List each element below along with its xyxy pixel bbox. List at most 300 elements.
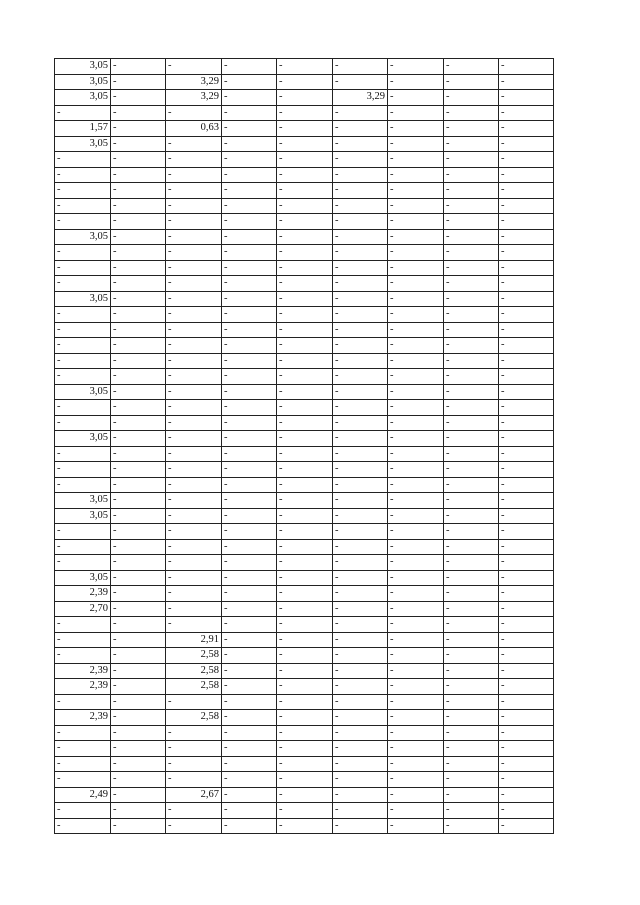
table-cell: - <box>222 121 277 137</box>
table-cell: - <box>333 136 388 152</box>
table-cell: - <box>166 152 222 168</box>
table-cell: - <box>222 214 277 230</box>
table-cell: - <box>166 59 222 75</box>
table-cell: - <box>166 338 222 354</box>
table-cell: - <box>333 586 388 602</box>
table-cell: - <box>333 524 388 540</box>
table-cell: - <box>277 74 333 90</box>
table-row <box>55 539 554 555</box>
table-cell: 0,63 <box>166 121 222 137</box>
table-cell: - <box>499 384 554 400</box>
table-cell: - <box>499 167 554 183</box>
table-cell: - <box>166 586 222 602</box>
table-cell: - <box>277 663 333 679</box>
table-cell: - <box>444 229 499 245</box>
table-cell: - <box>499 400 554 416</box>
table-cell: - <box>166 477 222 493</box>
table-cell: - <box>333 462 388 478</box>
table-cell: - <box>277 555 333 571</box>
table-row <box>55 632 554 648</box>
table-cell: - <box>111 446 166 462</box>
table-cell: - <box>111 369 166 385</box>
table-cell: - <box>333 214 388 230</box>
table-row <box>55 555 554 571</box>
table-cell: - <box>277 725 333 741</box>
table-cell: 2,39 <box>55 663 111 679</box>
table-cell: - <box>444 214 499 230</box>
table-cell: - <box>499 198 554 214</box>
table-cell: - <box>166 803 222 819</box>
table-cell: - <box>111 353 166 369</box>
table-cell: - <box>222 136 277 152</box>
table-cell: - <box>444 384 499 400</box>
table-cell: - <box>222 741 277 757</box>
table-cell: - <box>444 322 499 338</box>
table-cell: - <box>499 570 554 586</box>
table-cell: - <box>277 214 333 230</box>
table-row <box>55 229 554 245</box>
table-cell: - <box>444 59 499 75</box>
table-row <box>55 90 554 106</box>
table-row <box>55 136 554 152</box>
table-row <box>55 183 554 199</box>
table-cell: - <box>277 183 333 199</box>
table-cell: - <box>55 105 111 121</box>
table-row <box>55 260 554 276</box>
table-cell: - <box>333 818 388 834</box>
table-cell: - <box>499 493 554 509</box>
table-cell: - <box>111 260 166 276</box>
table-cell: - <box>444 741 499 757</box>
table-cell: - <box>222 167 277 183</box>
table-cell: 3,05 <box>55 59 111 75</box>
table-cell: - <box>166 555 222 571</box>
table-cell: - <box>388 524 444 540</box>
table-cell: - <box>111 586 166 602</box>
table-cell: - <box>166 539 222 555</box>
table-cell: - <box>222 446 277 462</box>
table-row <box>55 617 554 633</box>
table-cell: - <box>277 586 333 602</box>
table-row <box>55 105 554 121</box>
table-cell: - <box>111 121 166 137</box>
table-cell: - <box>55 648 111 664</box>
table-row <box>55 477 554 493</box>
table-row <box>55 508 554 524</box>
table-cell: - <box>388 105 444 121</box>
table-row <box>55 694 554 710</box>
table-cell: - <box>388 741 444 757</box>
table-cell: - <box>333 710 388 726</box>
table-cell: - <box>277 276 333 292</box>
table-cell: - <box>111 725 166 741</box>
table-cell: - <box>444 446 499 462</box>
table-cell: - <box>222 477 277 493</box>
table-cell: - <box>222 803 277 819</box>
table-row <box>55 446 554 462</box>
table-cell: - <box>277 400 333 416</box>
table-cell: - <box>166 214 222 230</box>
table-cell: - <box>277 121 333 137</box>
table-row <box>55 59 554 75</box>
table-cell: - <box>388 632 444 648</box>
table-cell: - <box>166 260 222 276</box>
table-cell: - <box>333 679 388 695</box>
table-cell: 2,58 <box>166 663 222 679</box>
table-cell: - <box>499 524 554 540</box>
table-cell: - <box>277 136 333 152</box>
table-cell: - <box>222 400 277 416</box>
table-cell: - <box>166 183 222 199</box>
table-cell: - <box>277 477 333 493</box>
table-cell: - <box>388 710 444 726</box>
table-row <box>55 121 554 137</box>
table-cell: - <box>55 803 111 819</box>
table-cell: - <box>388 787 444 803</box>
table-cell: - <box>111 152 166 168</box>
table-cell: - <box>499 369 554 385</box>
table-cell: - <box>166 245 222 261</box>
table-cell: - <box>55 632 111 648</box>
table-cell: - <box>388 772 444 788</box>
table-row <box>55 74 554 90</box>
table-cell: - <box>388 756 444 772</box>
table-cell: 3,05 <box>55 570 111 586</box>
table-cell: - <box>166 167 222 183</box>
table-cell: - <box>111 307 166 323</box>
table-cell: - <box>222 648 277 664</box>
table-cell: 3,29 <box>166 90 222 106</box>
table-cell: - <box>55 818 111 834</box>
table-cell: - <box>388 384 444 400</box>
table-cell: - <box>333 601 388 617</box>
table-cell: - <box>333 694 388 710</box>
table-cell: - <box>388 431 444 447</box>
table-cell: - <box>111 214 166 230</box>
table-cell: - <box>277 59 333 75</box>
table-cell: - <box>333 431 388 447</box>
table-row <box>55 462 554 478</box>
table-cell: - <box>333 183 388 199</box>
table-cell: - <box>499 136 554 152</box>
table-cell: - <box>277 105 333 121</box>
table-cell: - <box>499 803 554 819</box>
table-cell: - <box>166 353 222 369</box>
table-cell: - <box>444 431 499 447</box>
table-cell: - <box>222 601 277 617</box>
table-cell: - <box>55 183 111 199</box>
table-cell: - <box>388 477 444 493</box>
table-cell: - <box>333 539 388 555</box>
table-row <box>55 384 554 400</box>
table-cell: - <box>444 74 499 90</box>
table-cell: - <box>444 136 499 152</box>
table-cell: - <box>55 415 111 431</box>
table-cell: - <box>55 539 111 555</box>
table-cell: - <box>499 710 554 726</box>
table-cell: - <box>499 338 554 354</box>
table-row <box>55 772 554 788</box>
table-cell: - <box>444 400 499 416</box>
table-cell: 3,05 <box>55 508 111 524</box>
table-row <box>55 601 554 617</box>
table-cell: - <box>333 229 388 245</box>
table-cell: - <box>388 276 444 292</box>
table-cell: - <box>166 322 222 338</box>
table-cell: - <box>333 741 388 757</box>
table-cell: - <box>499 307 554 323</box>
table-cell: - <box>499 477 554 493</box>
table-cell: - <box>222 338 277 354</box>
table-cell: - <box>499 183 554 199</box>
table-cell: - <box>388 59 444 75</box>
table-cell: - <box>55 725 111 741</box>
table-cell: - <box>166 462 222 478</box>
table-cell: - <box>111 90 166 106</box>
table-cell: - <box>444 586 499 602</box>
table-cell: - <box>388 353 444 369</box>
table-cell: - <box>444 710 499 726</box>
table-cell: - <box>499 431 554 447</box>
table-cell: - <box>55 694 111 710</box>
table-cell: 3,05 <box>55 136 111 152</box>
table-cell: - <box>111 431 166 447</box>
table-cell: - <box>111 555 166 571</box>
table-cell: - <box>444 462 499 478</box>
table-cell: - <box>222 291 277 307</box>
table-cell: - <box>166 570 222 586</box>
table-row <box>55 741 554 757</box>
table-cell: - <box>444 601 499 617</box>
table-cell: - <box>55 462 111 478</box>
table-cell: - <box>333 307 388 323</box>
table-row <box>55 338 554 354</box>
table-cell: 3,05 <box>55 74 111 90</box>
table-cell: - <box>444 121 499 137</box>
table-cell: - <box>55 338 111 354</box>
table-cell: - <box>55 555 111 571</box>
table-cell: - <box>444 679 499 695</box>
table-cell: - <box>333 245 388 261</box>
table-row <box>55 400 554 416</box>
table-cell: 3,05 <box>55 431 111 447</box>
table-cell: - <box>111 772 166 788</box>
table-cell: - <box>333 555 388 571</box>
table-cell: - <box>222 183 277 199</box>
table-cell: - <box>277 167 333 183</box>
table-cell: - <box>388 183 444 199</box>
table-cell: - <box>222 152 277 168</box>
table-cell: - <box>277 679 333 695</box>
table-cell: - <box>444 648 499 664</box>
table-cell: - <box>499 446 554 462</box>
table-cell: - <box>388 555 444 571</box>
table-row <box>55 818 554 834</box>
table-cell: - <box>388 74 444 90</box>
table-cell: - <box>388 338 444 354</box>
table-cell: - <box>111 136 166 152</box>
table-cell: 2,39 <box>55 586 111 602</box>
table-cell: - <box>444 725 499 741</box>
table-cell: - <box>111 245 166 261</box>
table-cell: - <box>222 462 277 478</box>
table-cell: - <box>444 353 499 369</box>
table-cell: - <box>277 493 333 509</box>
table-cell: - <box>166 369 222 385</box>
table-cell: - <box>111 539 166 555</box>
table-cell: - <box>499 508 554 524</box>
table-cell: - <box>444 803 499 819</box>
table-cell: - <box>111 198 166 214</box>
table-cell: - <box>166 384 222 400</box>
table-cell: - <box>333 152 388 168</box>
table-cell: - <box>333 105 388 121</box>
table-cell: - <box>55 477 111 493</box>
table-cell: - <box>277 632 333 648</box>
table-row <box>55 803 554 819</box>
table-cell: - <box>222 307 277 323</box>
table-cell: - <box>499 276 554 292</box>
table-cell: - <box>166 493 222 509</box>
table-cell: - <box>444 555 499 571</box>
table-row <box>55 710 554 726</box>
table-row <box>55 307 554 323</box>
table-cell: - <box>388 307 444 323</box>
table-cell: - <box>55 617 111 633</box>
table-cell: - <box>444 772 499 788</box>
table-cell: - <box>277 570 333 586</box>
table-cell: - <box>111 601 166 617</box>
table-cell: - <box>388 369 444 385</box>
table-cell: - <box>55 198 111 214</box>
table-cell: - <box>388 648 444 664</box>
table-cell: - <box>111 167 166 183</box>
table-cell: - <box>499 291 554 307</box>
table-cell: - <box>333 338 388 354</box>
table-cell: - <box>444 694 499 710</box>
table-cell: - <box>55 152 111 168</box>
table-cell: - <box>333 400 388 416</box>
table-cell: - <box>166 307 222 323</box>
table-cell: - <box>388 152 444 168</box>
table-cell: - <box>166 291 222 307</box>
table-cell: - <box>277 508 333 524</box>
table-cell: - <box>222 710 277 726</box>
table-cell: - <box>111 663 166 679</box>
table-cell: - <box>388 90 444 106</box>
table-row <box>55 198 554 214</box>
table-cell: - <box>166 741 222 757</box>
table-cell: - <box>388 322 444 338</box>
table-cell: - <box>277 756 333 772</box>
table-row <box>55 725 554 741</box>
table-cell: - <box>222 90 277 106</box>
table-cell: - <box>333 384 388 400</box>
table-cell: 2,58 <box>166 648 222 664</box>
table-cell: 3,05 <box>55 384 111 400</box>
table-cell: - <box>499 601 554 617</box>
table-cell: - <box>55 524 111 540</box>
table-cell: - <box>444 260 499 276</box>
table-row <box>55 322 554 338</box>
table-cell: - <box>333 632 388 648</box>
table-cell: - <box>499 725 554 741</box>
table-cell: - <box>222 617 277 633</box>
table-cell: - <box>388 679 444 695</box>
table-cell: - <box>388 803 444 819</box>
table-cell: - <box>444 570 499 586</box>
table-cell: - <box>499 741 554 757</box>
table-cell: - <box>277 291 333 307</box>
table-cell: - <box>333 369 388 385</box>
table-row <box>55 663 554 679</box>
table-cell: - <box>222 632 277 648</box>
table-row <box>55 369 554 385</box>
table-cell: - <box>499 105 554 121</box>
table-cell: - <box>166 818 222 834</box>
table-cell: 3,05 <box>55 229 111 245</box>
table-cell: 2,49 <box>55 787 111 803</box>
table-cell: - <box>111 508 166 524</box>
table-cell: - <box>111 322 166 338</box>
table-cell: - <box>333 648 388 664</box>
table-cell: - <box>444 105 499 121</box>
table-cell: - <box>333 74 388 90</box>
table-cell: - <box>333 508 388 524</box>
table-cell: - <box>499 260 554 276</box>
table-cell: - <box>444 291 499 307</box>
table-cell: - <box>277 524 333 540</box>
table-cell: - <box>277 198 333 214</box>
table-cell: - <box>55 400 111 416</box>
table-cell: - <box>222 74 277 90</box>
table-cell: - <box>55 322 111 338</box>
table-cell: - <box>444 539 499 555</box>
table-cell: - <box>444 756 499 772</box>
table-cell: - <box>277 229 333 245</box>
table-cell: - <box>444 787 499 803</box>
table-cell: - <box>444 198 499 214</box>
table-cell: - <box>111 632 166 648</box>
table-cell: - <box>499 152 554 168</box>
table-cell: - <box>277 90 333 106</box>
table-cell: - <box>222 322 277 338</box>
table-cell: - <box>499 756 554 772</box>
table-cell: - <box>55 214 111 230</box>
table-cell: - <box>277 152 333 168</box>
table-cell: - <box>222 663 277 679</box>
table-cell: - <box>55 369 111 385</box>
table-cell: - <box>166 400 222 416</box>
table-cell: - <box>277 260 333 276</box>
table-cell: - <box>499 679 554 695</box>
table-cell: - <box>111 818 166 834</box>
table-cell: - <box>222 570 277 586</box>
table-cell: - <box>222 198 277 214</box>
table-cell: - <box>222 59 277 75</box>
table-cell: - <box>111 105 166 121</box>
table-row <box>55 152 554 168</box>
table-cell: - <box>388 415 444 431</box>
table-cell: - <box>388 663 444 679</box>
table-cell: - <box>333 121 388 137</box>
table-cell: - <box>222 555 277 571</box>
table-cell: - <box>499 617 554 633</box>
table-cell: - <box>111 229 166 245</box>
table-cell: - <box>166 431 222 447</box>
table-cell: - <box>277 353 333 369</box>
data-table <box>54 58 554 834</box>
